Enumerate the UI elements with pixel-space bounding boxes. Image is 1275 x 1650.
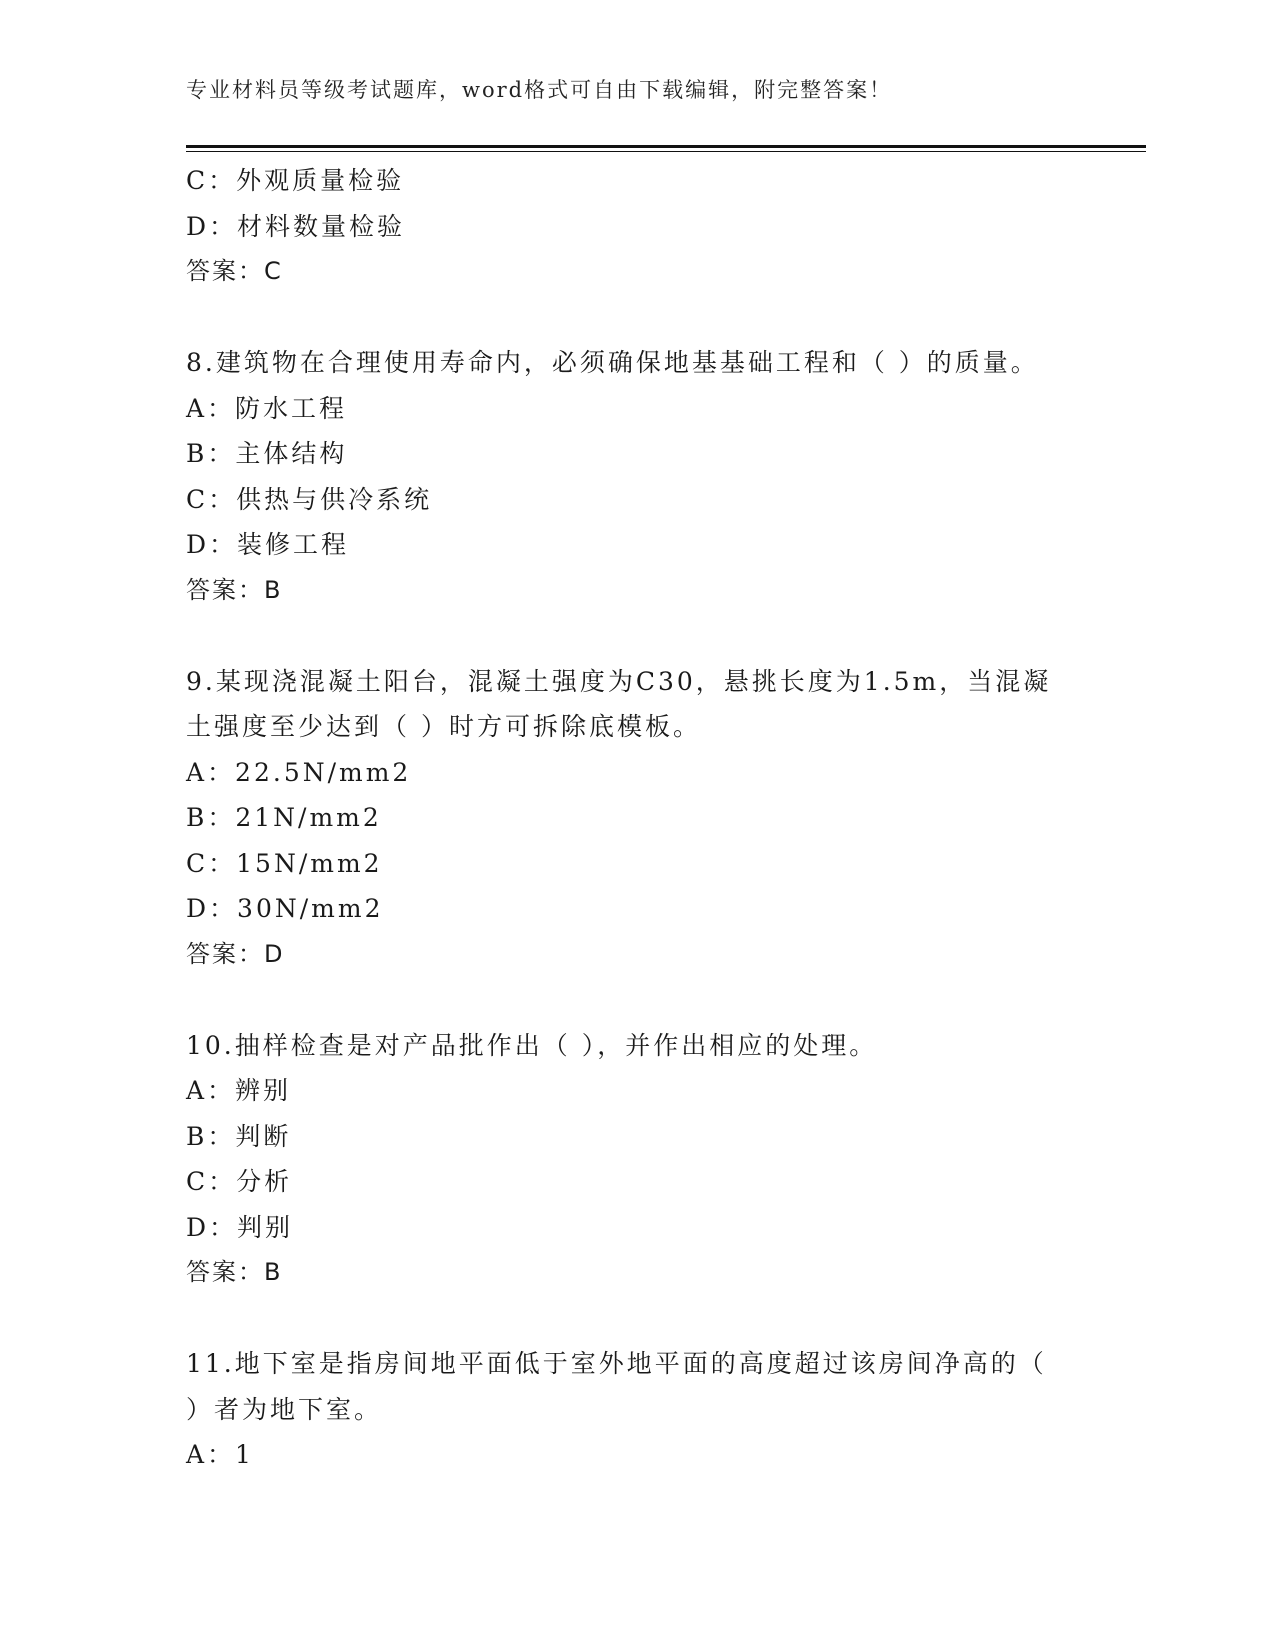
option-c: C：外观质量检验	[186, 166, 405, 195]
option-b: B：21N/mm2	[186, 803, 382, 832]
header-rule-thick	[186, 145, 1146, 148]
option-a: A：辨别	[186, 1076, 292, 1105]
spacer	[186, 295, 1086, 341]
answer-line: 答案：B	[186, 575, 283, 604]
question-block-9	[186, 659, 1086, 978]
option-b: B：判断	[186, 1121, 292, 1151]
question-block-11	[186, 1341, 1086, 1478]
question-text-continued: ）者为地下室。	[186, 1394, 383, 1424]
page-header: 专业材料员等级考试题库，word格式可自由下载编辑，附完整答案！	[186, 78, 893, 102]
answer-line: 答案：C	[186, 257, 283, 285]
option-d: D：判别	[186, 1212, 294, 1242]
option-a: A：防水工程	[186, 393, 348, 423]
answer-line: 答案：B	[186, 1258, 283, 1286]
spacer	[186, 613, 1086, 659]
spacer	[186, 1296, 1086, 1342]
option-d: D：装修工程	[186, 530, 350, 559]
question-list	[186, 158, 1086, 1478]
option-d: D：30N/mm2	[186, 894, 384, 923]
question-block-8	[186, 340, 1086, 613]
question-block-10	[186, 1023, 1086, 1296]
option-c: C：分析	[186, 1167, 293, 1196]
question-block-7	[186, 158, 1086, 295]
spacer	[186, 977, 1086, 1023]
option-b: B：主体结构	[186, 439, 348, 468]
option-c: C：15N/mm2	[186, 848, 383, 878]
question-text-continued: 土强度至少达到（ ）时方可拆除底模板。	[186, 712, 701, 741]
option-d: D：材料数量检验	[186, 211, 406, 241]
header-rule-thin	[186, 151, 1146, 152]
option-a: A：22.5N/mm2	[186, 757, 412, 787]
question-text: 9.某现浇混凝土阳台，混凝土强度为C30，悬挑长度为1.5m，当混凝	[186, 666, 1052, 696]
option-a: A：1	[186, 1440, 254, 1469]
option-c: C：供热与供冷系统	[186, 484, 433, 514]
answer-line: 答案：D	[186, 939, 285, 968]
question-text: 8.建筑物在合理使用寿命内，必须确保地基基础工程和（ ）的质量。	[186, 348, 1039, 377]
question-text: 10.抽样检查是对产品批作出（ ），并作出相应的处理。	[186, 1030, 878, 1060]
question-text: 11.地下室是指房间地平面低于室外地平面的高度超过该房间净高的（	[186, 1349, 1047, 1378]
